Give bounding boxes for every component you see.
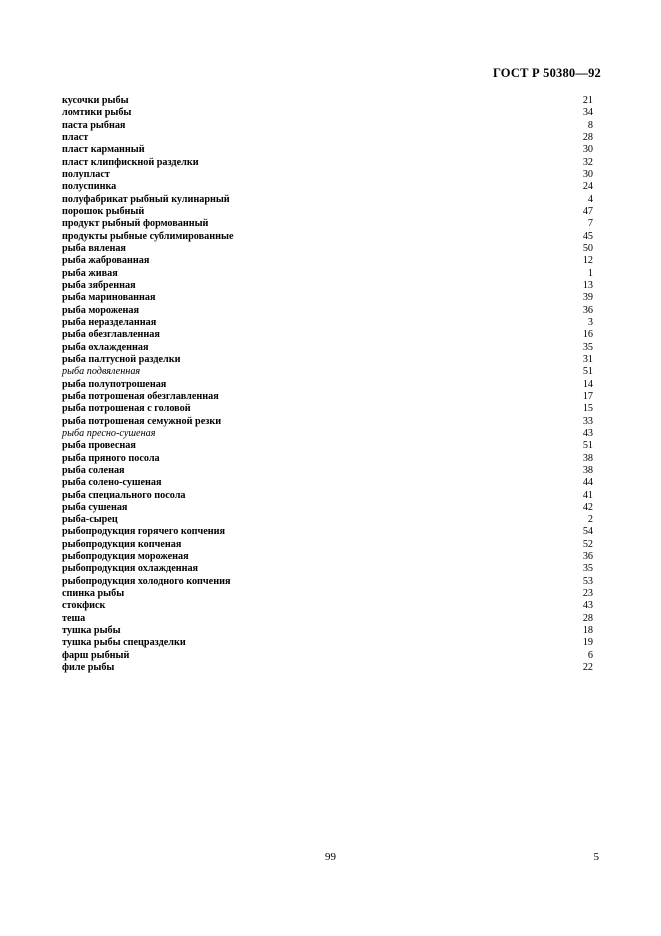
entry-term: продукты рыбные сублимированные bbox=[62, 230, 234, 242]
entry-number: 18 bbox=[582, 625, 593, 637]
entry-term: рыба маринованная bbox=[62, 292, 156, 304]
entry-term: рыба пресно-сушеная bbox=[62, 427, 156, 439]
index-entry bbox=[62, 95, 593, 107]
entry-number: 6 bbox=[587, 649, 593, 661]
index-entry bbox=[62, 206, 593, 218]
index-entry bbox=[62, 280, 593, 292]
index-entry bbox=[62, 613, 593, 625]
index-entry bbox=[62, 637, 593, 649]
entry-number: 19 bbox=[582, 637, 593, 649]
entry-number: 50 bbox=[582, 242, 593, 254]
entry-term: теша bbox=[62, 612, 86, 624]
entry-number: 13 bbox=[582, 279, 593, 291]
entry-number: 4 bbox=[587, 193, 593, 205]
index-entry bbox=[62, 490, 593, 502]
entry-term: рыбопродукция горячего копчения bbox=[62, 526, 226, 538]
index-entry bbox=[62, 650, 593, 662]
entry-number: 8 bbox=[587, 119, 593, 131]
index-entry bbox=[62, 625, 593, 637]
entry-term: паста рыбная bbox=[62, 119, 126, 131]
index-entry bbox=[62, 502, 593, 514]
entry-number: 1 bbox=[587, 267, 593, 279]
entry-number: 33 bbox=[582, 415, 593, 427]
term-index-list bbox=[62, 95, 593, 674]
entry-number: 51 bbox=[582, 440, 593, 452]
entry-number: 7 bbox=[587, 218, 593, 230]
index-entry bbox=[62, 144, 593, 156]
index-entry bbox=[62, 453, 593, 465]
index-entry bbox=[62, 354, 593, 366]
index-entry bbox=[62, 514, 593, 526]
index-entry bbox=[62, 428, 593, 440]
entry-number: 17 bbox=[582, 390, 593, 402]
entry-number: 44 bbox=[582, 477, 593, 489]
entry-number: 41 bbox=[582, 489, 593, 501]
entry-term: рыбопродукция холодного копчения bbox=[62, 575, 231, 587]
entry-term: рыба потрошеная обезглавленная bbox=[62, 390, 219, 402]
index-entry bbox=[62, 588, 593, 600]
entry-term: рыба охлажденная bbox=[62, 341, 149, 353]
index-entry bbox=[62, 526, 593, 538]
entry-number: 32 bbox=[582, 156, 593, 168]
entry-number: 28 bbox=[582, 131, 593, 143]
entry-term: рыбопродукция охлажденная bbox=[62, 563, 199, 575]
entry-number: 43 bbox=[582, 600, 593, 612]
index-entry bbox=[62, 157, 593, 169]
index-entry bbox=[62, 243, 593, 255]
entry-number: 12 bbox=[582, 255, 593, 267]
entry-term: рыба полупотрошеная bbox=[62, 378, 167, 390]
index-entry bbox=[62, 416, 593, 428]
entry-number: 16 bbox=[582, 329, 593, 341]
entry-term: рыба солено-сушеная bbox=[62, 477, 162, 489]
entry-number: 38 bbox=[582, 464, 593, 476]
document-header bbox=[493, 66, 601, 81]
entry-number: 35 bbox=[582, 563, 593, 575]
entry-number: 35 bbox=[582, 341, 593, 353]
entry-number: 51 bbox=[582, 366, 593, 378]
entry-term: рыба потрошеная семужной резки bbox=[62, 415, 222, 427]
index-entry bbox=[62, 292, 593, 304]
index-entry bbox=[62, 662, 593, 674]
entry-term: рыба палтусной разделки bbox=[62, 353, 181, 365]
index-entry bbox=[62, 181, 593, 193]
entry-term: пласт клипфискной разделки bbox=[62, 156, 199, 168]
sheet-number: 5 bbox=[593, 851, 599, 863]
index-entry bbox=[62, 107, 593, 119]
entry-term: рыба неразделанная bbox=[62, 316, 157, 328]
entry-number: 54 bbox=[582, 526, 593, 538]
index-entry bbox=[62, 255, 593, 267]
entry-term: рыба пряного посола bbox=[62, 452, 160, 464]
entry-term: рыба соленая bbox=[62, 464, 125, 476]
entry-number: 30 bbox=[582, 144, 593, 156]
index-entry bbox=[62, 120, 593, 132]
entry-term: рыба живая bbox=[62, 267, 118, 279]
entry-number: 52 bbox=[582, 538, 593, 550]
entry-term: рыбопродукция копченая bbox=[62, 538, 182, 550]
index-entry bbox=[62, 563, 593, 575]
index-entry bbox=[62, 329, 593, 341]
entry-number: 43 bbox=[582, 427, 593, 439]
index-entry bbox=[62, 218, 593, 230]
index-entry bbox=[62, 366, 593, 378]
entry-term: рыба специального посола bbox=[62, 489, 186, 501]
entry-number: 22 bbox=[582, 662, 593, 674]
entry-term: рыба подвяленная bbox=[62, 366, 141, 378]
entry-number: 15 bbox=[582, 403, 593, 415]
index-entry bbox=[62, 440, 593, 452]
index-entry bbox=[62, 194, 593, 206]
index-entry bbox=[62, 305, 593, 317]
entry-number: 28 bbox=[582, 612, 593, 624]
entry-term: пласт bbox=[62, 131, 89, 143]
index-entry bbox=[62, 600, 593, 612]
entry-term: тушка рыбы спецразделки bbox=[62, 637, 186, 649]
entry-number: 39 bbox=[582, 292, 593, 304]
entry-number: 3 bbox=[587, 316, 593, 328]
entry-number: 2 bbox=[587, 514, 593, 526]
index-entry bbox=[62, 403, 593, 415]
entry-number: 36 bbox=[582, 304, 593, 316]
page-number: 99 bbox=[325, 851, 336, 863]
index-entry bbox=[62, 268, 593, 280]
entry-term: спинка рыбы bbox=[62, 588, 125, 600]
entry-term: пласт карманный bbox=[62, 144, 145, 156]
index-entry bbox=[62, 551, 593, 563]
entry-number: 21 bbox=[582, 95, 593, 106]
index-entry bbox=[62, 539, 593, 551]
entry-term: рыба провесная bbox=[62, 440, 136, 452]
entry-number: 31 bbox=[582, 353, 593, 365]
entry-number: 24 bbox=[582, 181, 593, 193]
index-entry bbox=[62, 379, 593, 391]
entry-term: полупласт bbox=[62, 168, 110, 180]
entry-term: стокфиск bbox=[62, 600, 106, 612]
entry-term: фарш рыбный bbox=[62, 649, 130, 661]
entry-number: 34 bbox=[582, 107, 593, 119]
entry-number: 23 bbox=[582, 588, 593, 600]
entry-number: 38 bbox=[582, 452, 593, 464]
entry-number: 14 bbox=[582, 378, 593, 390]
entry-number: 53 bbox=[582, 575, 593, 587]
entry-term: рыба обезглавленная bbox=[62, 329, 160, 341]
entry-term: кусочки рыбы bbox=[62, 95, 129, 106]
entry-term: полуфабрикат рыбный кулинарный bbox=[62, 193, 230, 205]
index-entry bbox=[62, 169, 593, 181]
entry-term: полуспинка bbox=[62, 181, 117, 193]
entry-term: рыба мороженая bbox=[62, 304, 140, 316]
entry-number: 45 bbox=[582, 230, 593, 242]
entry-term: порошок рыбный bbox=[62, 205, 145, 217]
entry-term: рыбопродукция мороженая bbox=[62, 551, 189, 563]
entry-term: тушка рыбы bbox=[62, 625, 121, 637]
entry-term: рыба потрошеная с головой bbox=[62, 403, 191, 415]
entry-term: рыба вяленая bbox=[62, 242, 126, 254]
index-entry bbox=[62, 465, 593, 477]
entry-number: 30 bbox=[582, 168, 593, 180]
index-entry bbox=[62, 391, 593, 403]
entry-number: 47 bbox=[582, 205, 593, 217]
index-entry bbox=[62, 317, 593, 329]
index-entry bbox=[62, 132, 593, 144]
index-entry bbox=[62, 342, 593, 354]
entry-number: 42 bbox=[582, 501, 593, 513]
index-entry bbox=[62, 477, 593, 489]
entry-term: рыба сушеная bbox=[62, 501, 128, 513]
index-entry bbox=[62, 231, 593, 243]
entry-term: ломтики рыбы bbox=[62, 107, 132, 119]
entry-term: рыба зябренная bbox=[62, 279, 136, 291]
entry-number: 36 bbox=[582, 551, 593, 563]
entry-term: продукт рыбный формованный bbox=[62, 218, 209, 230]
standard-code: ГОСТ Р 50380—92 bbox=[492, 66, 601, 80]
entry-term: филе рыбы bbox=[62, 662, 115, 674]
entry-term: рыба жаброванная bbox=[62, 255, 150, 267]
entry-term: рыба-сырец bbox=[62, 514, 118, 526]
index-entry bbox=[62, 576, 593, 588]
